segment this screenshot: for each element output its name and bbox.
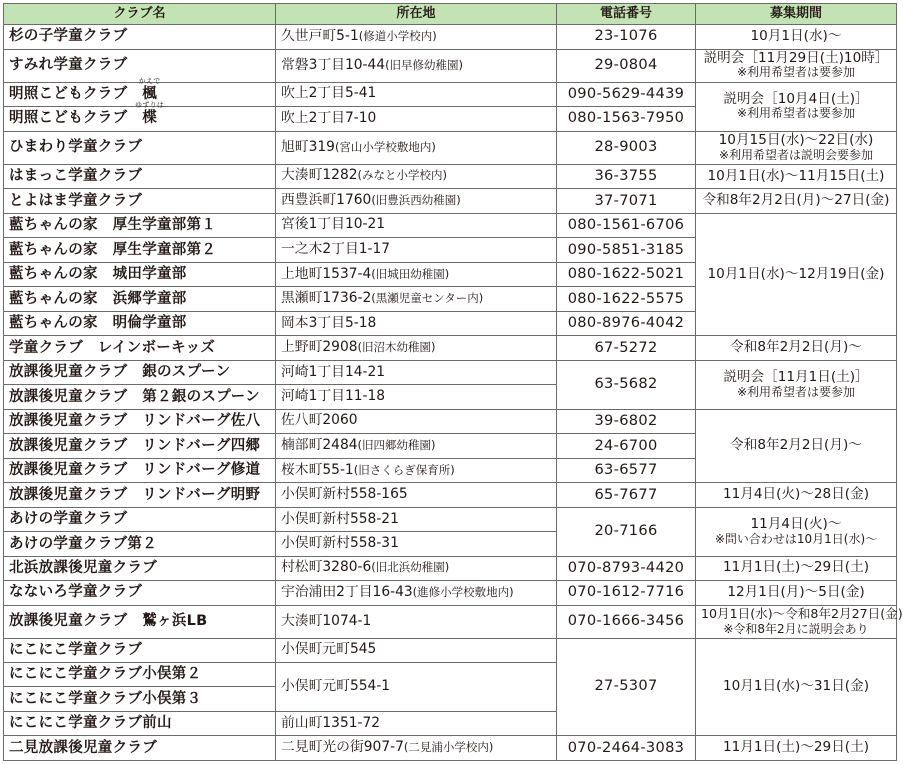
club-name-text: 明照こどもクラブ bbox=[9, 110, 128, 127]
club-name: ひまわり学童クラブ bbox=[4, 131, 276, 164]
table-row bbox=[4, 189, 897, 214]
club-name: はまっこ学童クラブ bbox=[4, 164, 276, 189]
club-address bbox=[276, 556, 557, 581]
period-text: 10月15日(水)～22日(水) bbox=[718, 131, 874, 148]
address-note: (旧沼木幼稚園) bbox=[357, 340, 436, 355]
club-address: 小俣町新村558-31 bbox=[276, 532, 557, 556]
club-phone: 23-1076 bbox=[557, 25, 696, 50]
club-table bbox=[3, 3, 903, 761]
address-text: 上地町1537-4 bbox=[281, 265, 372, 282]
address-text: 黒瀬町1736-2 bbox=[281, 290, 372, 307]
club-phone: 090-5851-3185 bbox=[557, 238, 696, 263]
club-address: 大湊町1074-1 bbox=[276, 605, 557, 638]
club-phone: 090-5629-4439 bbox=[557, 82, 696, 107]
period-note: ※問い合わせは10月1日(水)～ bbox=[714, 531, 878, 546]
address-text: 西豊浜町1760 bbox=[281, 191, 372, 208]
club-name: 藍ちゃんの家 厚生学童部第２ bbox=[4, 238, 276, 263]
recruit-period bbox=[696, 49, 897, 82]
recruit-period: 10月1日(水)～12月19日(金) bbox=[696, 213, 897, 336]
club-phone: 070-2464-3083 bbox=[557, 736, 696, 761]
club-name: 放課後児童クラブ リンドバーグ四郷 bbox=[4, 434, 276, 459]
club-name: にこにこ学童クラブ bbox=[4, 638, 276, 662]
period-text: 説明会［11月29日(土)10時］ bbox=[703, 49, 889, 66]
club-address: 佐八町2060 bbox=[276, 409, 557, 434]
address-note: (旧四郷幼稚園) bbox=[357, 437, 436, 452]
name-kanji: 楓 bbox=[142, 85, 158, 102]
club-name: 放課後児童クラブ 第２銀のスプーン bbox=[4, 385, 276, 409]
recruit-period bbox=[696, 605, 903, 638]
period-note: ※利用希望者は説明会要参加 bbox=[718, 147, 874, 162]
period-note: ※利用希望者は要参加 bbox=[736, 384, 856, 399]
club-address bbox=[276, 25, 557, 50]
address-note: (みなと小学校内) bbox=[357, 168, 447, 183]
name-ruby: ゆずりは bbox=[135, 101, 165, 110]
club-name: あけの学童クラブ第２ bbox=[4, 532, 276, 556]
period-text: 説明会［11月1日(土)］ bbox=[723, 369, 869, 386]
club-phone: 39-6802 bbox=[557, 409, 696, 434]
address-note: (旧早修幼稚園) bbox=[385, 57, 464, 72]
club-phone: 37-7071 bbox=[557, 189, 696, 214]
table-row bbox=[4, 131, 897, 164]
club-phone: 24-6700 bbox=[557, 434, 696, 459]
club-name: 放課後児童クラブ リンドバーグ修道 bbox=[4, 458, 276, 483]
address-text: 大湊町1282 bbox=[281, 167, 358, 184]
recruit-period: 令和8年2月2日(月)～ bbox=[696, 409, 897, 483]
address-text: 村松町3280-6 bbox=[281, 559, 372, 576]
address-note: (旧北浜幼稚園) bbox=[371, 560, 450, 575]
table-row bbox=[4, 25, 897, 50]
club-name-kanji-wrap bbox=[138, 76, 161, 103]
club-phone: 080-1622-5575 bbox=[557, 287, 696, 312]
club-phone: 20-7166 bbox=[557, 507, 696, 556]
club-name: 放課後児童クラブ リンドバーグ佐八 bbox=[4, 409, 276, 434]
header-address: 所在地 bbox=[276, 4, 557, 25]
club-phone: 63-6577 bbox=[557, 458, 696, 483]
table-row bbox=[4, 605, 897, 638]
club-phone: 36-3755 bbox=[557, 164, 696, 189]
club-address: 吹上2丁目5-41 bbox=[276, 82, 557, 107]
club-phone: 63-5682 bbox=[557, 360, 696, 409]
recruit-period: 11月4日(火)～28日(金) bbox=[696, 483, 897, 508]
recruit-period bbox=[696, 131, 897, 164]
recruit-period: 10月1日(水)～ bbox=[696, 25, 897, 50]
header-phone: 電話番号 bbox=[557, 4, 696, 25]
club-phone: 080-8976-4042 bbox=[557, 311, 696, 336]
club-name: すみれ学童クラブ bbox=[4, 49, 276, 82]
recruit-period: 12月1日(月)～5日(金) bbox=[696, 581, 897, 606]
club-name: 放課後児童クラブ 鷲ヶ浜LB bbox=[4, 605, 276, 638]
club-address: 一之木2丁目1-17 bbox=[276, 238, 557, 263]
club-address: 岡本3丁目5-18 bbox=[276, 311, 557, 336]
club-address bbox=[276, 336, 557, 361]
address-text: 常磐3丁目10-44 bbox=[281, 56, 386, 73]
table-row bbox=[4, 581, 897, 606]
address-note: (黒瀬児童センター内) bbox=[371, 291, 484, 306]
table-row bbox=[4, 164, 897, 189]
club-address bbox=[276, 49, 557, 82]
club-address bbox=[276, 131, 557, 164]
address-note: (旧さくらぎ保育所) bbox=[353, 462, 455, 477]
club-name: にこにこ学童クラブ前山 bbox=[4, 711, 276, 735]
club-name: 放課後児童クラブ リンドバーグ明野 bbox=[4, 483, 276, 508]
club-address bbox=[276, 164, 557, 189]
club-name: 藍ちゃんの家 浜郷学童部 bbox=[4, 287, 276, 312]
club-phone: 070-8793-4420 bbox=[557, 556, 696, 581]
club-name: 二見放課後児童クラブ bbox=[4, 736, 276, 761]
club-address bbox=[276, 189, 557, 214]
recruit-period: 11月1日(土)～29日(土) bbox=[696, 736, 897, 761]
club-phone: 080-1561-6706 bbox=[557, 213, 696, 238]
club-address bbox=[276, 458, 557, 483]
club-address: 小俣町元町545 bbox=[276, 638, 557, 662]
club-name: にこにこ学童クラブ小俣第２ bbox=[4, 662, 276, 686]
address-note: (旧豊浜西幼稚園) bbox=[371, 192, 461, 207]
club-name-text: 明照こどもクラブ bbox=[9, 85, 128, 102]
table-header-row bbox=[4, 4, 897, 25]
header-period: 募集期間 bbox=[696, 4, 897, 25]
club-address: 河崎1丁目14-21 bbox=[276, 360, 557, 384]
address-text: 桜木町55-1 bbox=[281, 461, 354, 478]
club-phone: 070-1612-7716 bbox=[557, 581, 696, 606]
club-phone: 67-5272 bbox=[557, 336, 696, 361]
club-name: 藍ちゃんの家 厚生学童部第１ bbox=[4, 213, 276, 238]
club-address: 小俣町新村558-165 bbox=[276, 483, 557, 508]
period-text: 11月4日(火)～ bbox=[750, 515, 842, 532]
club-name: 学童クラブ レインボーキッズ bbox=[4, 336, 276, 361]
club-phone: 29-0804 bbox=[557, 49, 696, 82]
address-note: (修道小学校内) bbox=[358, 28, 437, 43]
address-text: 旭町319 bbox=[281, 138, 335, 155]
address-text: 二見町光の街907-7 bbox=[281, 739, 404, 756]
club-name-kanji-wrap bbox=[135, 101, 165, 127]
header-name: クラブ名 bbox=[4, 4, 276, 25]
address-text: 上野町2908 bbox=[281, 339, 358, 356]
club-phone: 65-7677 bbox=[557, 483, 696, 508]
table-row bbox=[4, 336, 897, 361]
club-address bbox=[276, 736, 557, 761]
address-text: 宇治浦田2丁目16-43 bbox=[281, 583, 413, 600]
club-name: あけの学童クラブ bbox=[4, 507, 276, 531]
recruit-period bbox=[696, 82, 897, 131]
club-phone: 080-1563-7950 bbox=[557, 107, 696, 132]
name-kanji: 楪 bbox=[142, 110, 158, 127]
recruit-period bbox=[696, 507, 897, 556]
club-name: 放課後児童クラブ 銀のスプーン bbox=[4, 360, 276, 384]
recruit-period bbox=[696, 360, 897, 409]
table-row bbox=[4, 360, 897, 384]
table-row bbox=[4, 409, 897, 434]
club-phone: 27-5307 bbox=[557, 638, 696, 736]
table-row bbox=[4, 556, 897, 581]
club-name: 藍ちゃんの家 明倫学童部 bbox=[4, 311, 276, 336]
address-note: (旧城田幼稚園) bbox=[371, 266, 450, 281]
period-note: ※利用希望者は要参加 bbox=[736, 65, 856, 80]
club-address bbox=[276, 262, 557, 287]
club-name: 北浜放課後児童クラブ bbox=[4, 556, 276, 581]
club-phone: 080-1622-5021 bbox=[557, 262, 696, 287]
recruit-period: 令和8年2月2日(月)～27日(金) bbox=[696, 189, 897, 214]
table-row bbox=[4, 507, 897, 531]
club-address: 河崎1丁目11-18 bbox=[276, 385, 557, 409]
address-note: (進修小学校敷地内) bbox=[412, 584, 514, 599]
club-name: 藍ちゃんの家 城田学童部 bbox=[4, 262, 276, 287]
club-phone: 070-1666-3456 bbox=[557, 605, 696, 638]
club-address: 小俣町元町554-1 bbox=[276, 662, 557, 711]
table-row bbox=[4, 213, 897, 238]
recruit-period: 令和8年2月2日(月)～ bbox=[696, 336, 897, 361]
club-name: とよはま学童クラブ bbox=[4, 189, 276, 214]
address-note: (二見浦小学校内) bbox=[403, 740, 494, 755]
recruit-period: 10月1日(水)～31日(金) bbox=[696, 638, 897, 736]
address-text: 久世戸町5-1 bbox=[281, 27, 359, 44]
club-address: 宮後1丁目10-21 bbox=[276, 213, 557, 238]
club-phone: 28-9003 bbox=[557, 131, 696, 164]
name-ruby: かえで bbox=[138, 76, 161, 85]
recruit-period: 10月1日(水)～11月15日(土) bbox=[696, 164, 897, 189]
period-note: ※令和8年2月に説明会あり bbox=[723, 621, 869, 636]
club-address bbox=[276, 434, 557, 459]
club-name: なないろ学童クラブ bbox=[4, 581, 276, 606]
club-name: 杉の子学童クラブ bbox=[4, 25, 276, 50]
table-row bbox=[4, 638, 897, 662]
table-row bbox=[4, 483, 897, 508]
table-row bbox=[4, 736, 897, 761]
club-address bbox=[276, 287, 557, 312]
club-name: にこにこ学童クラブ小俣第３ bbox=[4, 687, 276, 711]
period-text: 説明会［10月4日(土)］ bbox=[723, 90, 869, 107]
period-text: 10月1日(水)～令和8年2月27日(金) bbox=[701, 605, 903, 621]
club-address: 前山町1351-72 bbox=[276, 711, 557, 735]
address-text: 楠部町2484 bbox=[281, 436, 358, 453]
period-note: ※利用希望者は要参加 bbox=[736, 106, 856, 121]
club-name bbox=[4, 101, 276, 132]
club-address bbox=[276, 581, 557, 606]
table-row bbox=[4, 49, 897, 82]
club-address: 吹上2丁目7-10 bbox=[276, 107, 557, 132]
address-note: (宮山小学校敷地内) bbox=[334, 139, 436, 154]
club-address: 小俣町新村558-21 bbox=[276, 507, 557, 531]
recruit-period: 11月1日(土)～29日(土) bbox=[696, 556, 897, 581]
